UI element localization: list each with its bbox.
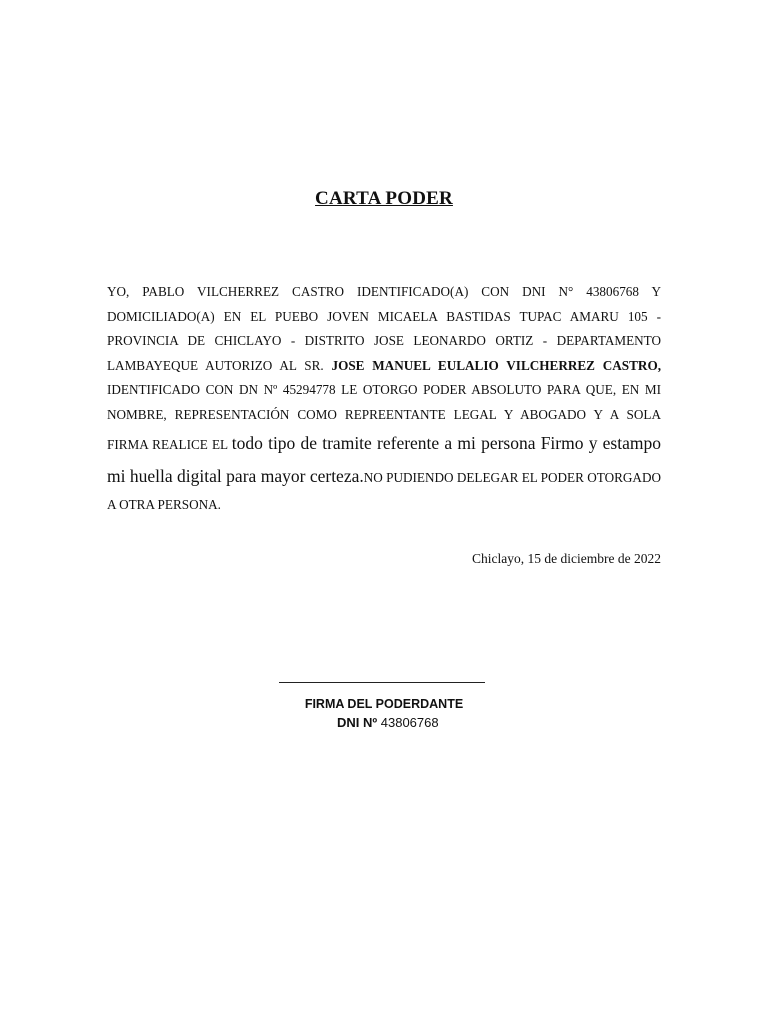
signature-dni <box>337 715 439 730</box>
paragraph-part-2: IDENTIFICADO CON DN Nº 45294778 LE OTORGO PODER ABSOLUTO PARA QUE, EN MI NOMBRE, REPRESENTACIÓN COMO REPREENTANTE LEGAL Y ABOGADO Y A SOLA FIRMA REALICE EL <box>107 382 661 452</box>
signature-label: FIRMA DEL PODERDANTE <box>304 697 464 711</box>
paragraph-part-1: YO, PABLO VILCHERREZ CASTRO IDENTIFICADO(A) CON DNI N° 43806768 Y DOMICILIADO(A) EN EL PUEBO JOVEN MICAELA BASTIDAS TUPAC AMARU 105 - PROVINCIA DE CHICLAYO - DISTRITO JOSE LEONARDO ORTIZ - DEPARTAMENTO LAMBAYEQUE AUTORIZO AL SR. <box>107 284 661 373</box>
paragraph-large-text: todo tipo de tramite referente a mi persona Firmo y estampo mi huella digital para mayor certeza. <box>107 433 661 486</box>
authorized-person-name: JOSE MANUEL EULALIO VILCHERREZ CASTRO, <box>331 357 661 373</box>
paragraph-part-3: NO PUDIENDO DELEGAR EL PODER OTORGADO A OTRA PERSONA. <box>107 470 661 512</box>
signature-dni-prefix: DNI Nº <box>337 715 378 730</box>
document-date: Chiclayo, 15 de diciembre de 2022 <box>472 551 661 566</box>
document-body-paragraph <box>107 280 661 518</box>
signature-line <box>279 682 485 683</box>
document-title: CARTA PODER <box>315 188 453 209</box>
signature-dni-number: 43806768 <box>380 715 439 730</box>
